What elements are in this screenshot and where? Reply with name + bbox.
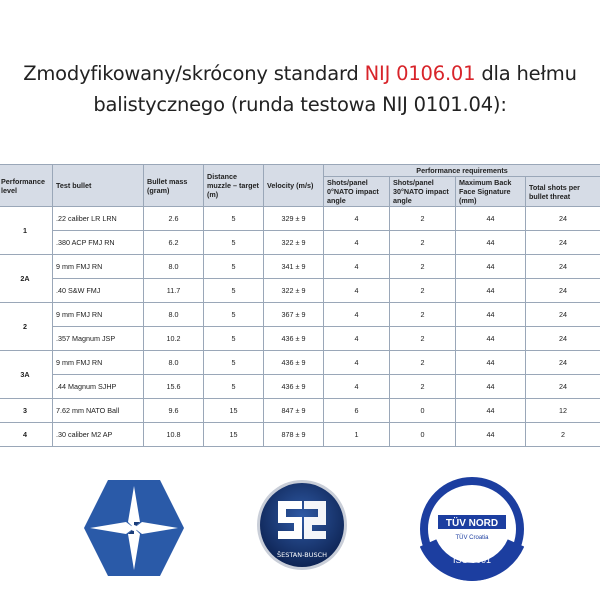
performance-level-cell: 2A bbox=[0, 255, 53, 303]
distance-cell: 15 bbox=[204, 423, 264, 447]
bfs-cell: 44 bbox=[456, 399, 526, 423]
header-velocity: Velocity (m/s) bbox=[264, 165, 324, 207]
nij-requirements-table bbox=[0, 164, 600, 447]
mass-cell: 15.6 bbox=[144, 375, 204, 399]
mass-cell: 10.8 bbox=[144, 423, 204, 447]
table-row bbox=[0, 327, 600, 351]
bfs-cell: 44 bbox=[456, 231, 526, 255]
shots30-cell: 2 bbox=[390, 231, 456, 255]
bullet-cell: 7.62 mm NATO Ball bbox=[53, 399, 144, 423]
velocity-cell: 367 ± 9 bbox=[264, 303, 324, 327]
shots0-cell: 4 bbox=[324, 231, 390, 255]
table-row bbox=[0, 255, 600, 279]
header-shots-30: Shots/panel 30°NATO impact angle bbox=[390, 177, 456, 207]
shots0-cell: 4 bbox=[324, 303, 390, 327]
bullet-cell: .357 Magnum JSP bbox=[53, 327, 144, 351]
bfs-cell: 44 bbox=[456, 351, 526, 375]
table-row bbox=[0, 207, 600, 231]
bfs-cell: 44 bbox=[456, 255, 526, 279]
total-cell: 24 bbox=[526, 279, 600, 303]
table-row bbox=[0, 351, 600, 375]
distance-cell: 5 bbox=[204, 231, 264, 255]
performance-level-cell: 2 bbox=[0, 303, 53, 351]
shots0-cell: 1 bbox=[324, 423, 390, 447]
performance-level-cell: 3A bbox=[0, 351, 53, 399]
mass-cell: 8.0 bbox=[144, 351, 204, 375]
header-bullet-mass: Bullet mass (gram) bbox=[144, 165, 204, 207]
shots30-cell: 2 bbox=[390, 351, 456, 375]
shots0-cell: 4 bbox=[324, 207, 390, 231]
distance-cell: 5 bbox=[204, 351, 264, 375]
table-row bbox=[0, 399, 600, 423]
table-row bbox=[0, 303, 600, 327]
header-performance-level: Performance level bbox=[0, 165, 53, 207]
velocity-cell: 329 ± 9 bbox=[264, 207, 324, 231]
heading-part2: dla hełmu bbox=[475, 62, 577, 85]
mass-cell: 6.2 bbox=[144, 231, 204, 255]
mass-cell: 11.7 bbox=[144, 279, 204, 303]
velocity-cell: 436 ± 9 bbox=[264, 375, 324, 399]
bfs-cell: 44 bbox=[456, 207, 526, 231]
sestan-busch-wordmark: ŠESTAN-BUSCH bbox=[276, 551, 328, 559]
total-cell: 24 bbox=[526, 231, 600, 255]
total-cell: 24 bbox=[526, 207, 600, 231]
shots0-cell: 4 bbox=[324, 327, 390, 351]
table-row bbox=[0, 231, 600, 255]
bullet-cell: 9 mm FMJ RN bbox=[53, 303, 144, 327]
total-cell: 12 bbox=[526, 399, 600, 423]
total-cell: 24 bbox=[526, 351, 600, 375]
table-row bbox=[0, 375, 600, 399]
table-row bbox=[0, 423, 600, 447]
shots0-cell: 4 bbox=[324, 351, 390, 375]
distance-cell: 5 bbox=[204, 279, 264, 303]
bfs-cell: 44 bbox=[456, 423, 526, 447]
heading-standard-highlight: NIJ 0106.01 bbox=[364, 62, 476, 85]
velocity-cell: 436 ± 9 bbox=[264, 327, 324, 351]
total-cell: 24 bbox=[526, 255, 600, 279]
velocity-cell: 322 ± 9 bbox=[264, 279, 324, 303]
header-performance-requirements: Performance requirements bbox=[324, 165, 600, 177]
shots30-cell: 0 bbox=[390, 423, 456, 447]
header-shots-0: Shots/panel 0°NATO impact angle bbox=[324, 177, 390, 207]
total-cell: 24 bbox=[526, 327, 600, 351]
velocity-cell: 322 ± 9 bbox=[264, 231, 324, 255]
bullet-cell: 9 mm FMJ RN bbox=[53, 255, 144, 279]
bullet-cell: .40 S&W FMJ bbox=[53, 279, 144, 303]
bullet-cell: .22 caliber LR LRN bbox=[53, 207, 144, 231]
table-row bbox=[0, 279, 600, 303]
mass-cell: 9.6 bbox=[144, 399, 204, 423]
mass-cell: 8.0 bbox=[144, 303, 204, 327]
tuv-iso-text: ISO 9001 bbox=[452, 555, 492, 565]
mass-cell: 8.0 bbox=[144, 255, 204, 279]
shots30-cell: 2 bbox=[390, 327, 456, 351]
shots0-cell: 4 bbox=[324, 375, 390, 399]
tuv-sub-text: TÜV Croatia bbox=[455, 535, 489, 541]
header-back-face-signature: Maximum Back Face Signature (mm) bbox=[456, 177, 526, 207]
heading-line2: balistycznego (runda testowa NIJ 0101.04): bbox=[93, 93, 507, 116]
total-cell: 24 bbox=[526, 303, 600, 327]
tuv-brand-text: TÜV NORD bbox=[445, 518, 499, 529]
header-distance: Distance muzzle – target (m) bbox=[204, 165, 264, 207]
shots30-cell: 2 bbox=[390, 255, 456, 279]
page-heading bbox=[10, 58, 590, 120]
bullet-cell: .30 caliber M2 AP bbox=[53, 423, 144, 447]
bfs-cell: 44 bbox=[456, 327, 526, 351]
shots30-cell: 2 bbox=[390, 375, 456, 399]
shots0-cell: 4 bbox=[324, 255, 390, 279]
sestan-busch-logo bbox=[256, 475, 348, 579]
bfs-cell: 44 bbox=[456, 303, 526, 327]
bullet-cell: .44 Magnum SJHP bbox=[53, 375, 144, 399]
nato-compass-logo bbox=[82, 478, 186, 578]
performance-level-cell: 3 bbox=[0, 399, 53, 423]
mass-cell: 2.6 bbox=[144, 207, 204, 231]
header-test-bullet: Test bullet bbox=[53, 165, 144, 207]
bfs-cell: 44 bbox=[456, 279, 526, 303]
velocity-cell: 341 ± 9 bbox=[264, 255, 324, 279]
distance-cell: 15 bbox=[204, 399, 264, 423]
total-cell: 24 bbox=[526, 375, 600, 399]
tuv-nord-logo bbox=[420, 477, 524, 581]
shots30-cell: 2 bbox=[390, 207, 456, 231]
performance-level-cell: 4 bbox=[0, 423, 53, 447]
certification-logos bbox=[0, 475, 600, 585]
shots30-cell: 2 bbox=[390, 279, 456, 303]
shots0-cell: 4 bbox=[324, 279, 390, 303]
shots30-cell: 2 bbox=[390, 303, 456, 327]
distance-cell: 5 bbox=[204, 207, 264, 231]
bfs-cell: 44 bbox=[456, 375, 526, 399]
velocity-cell: 878 ± 9 bbox=[264, 423, 324, 447]
header-total-shots: Total shots per bullet threat bbox=[526, 177, 600, 207]
shots0-cell: 6 bbox=[324, 399, 390, 423]
mass-cell: 10.2 bbox=[144, 327, 204, 351]
bullet-cell: .380 ACP FMJ RN bbox=[53, 231, 144, 255]
distance-cell: 5 bbox=[204, 327, 264, 351]
distance-cell: 5 bbox=[204, 255, 264, 279]
bullet-cell: 9 mm FMJ RN bbox=[53, 351, 144, 375]
velocity-cell: 436 ± 9 bbox=[264, 351, 324, 375]
heading-part1: Zmodyfikowany/skrócony standard bbox=[23, 62, 365, 85]
shots30-cell: 0 bbox=[390, 399, 456, 423]
distance-cell: 5 bbox=[204, 375, 264, 399]
performance-level-cell: 1 bbox=[0, 207, 53, 255]
velocity-cell: 847 ± 9 bbox=[264, 399, 324, 423]
total-cell: 2 bbox=[526, 423, 600, 447]
distance-cell: 5 bbox=[204, 303, 264, 327]
